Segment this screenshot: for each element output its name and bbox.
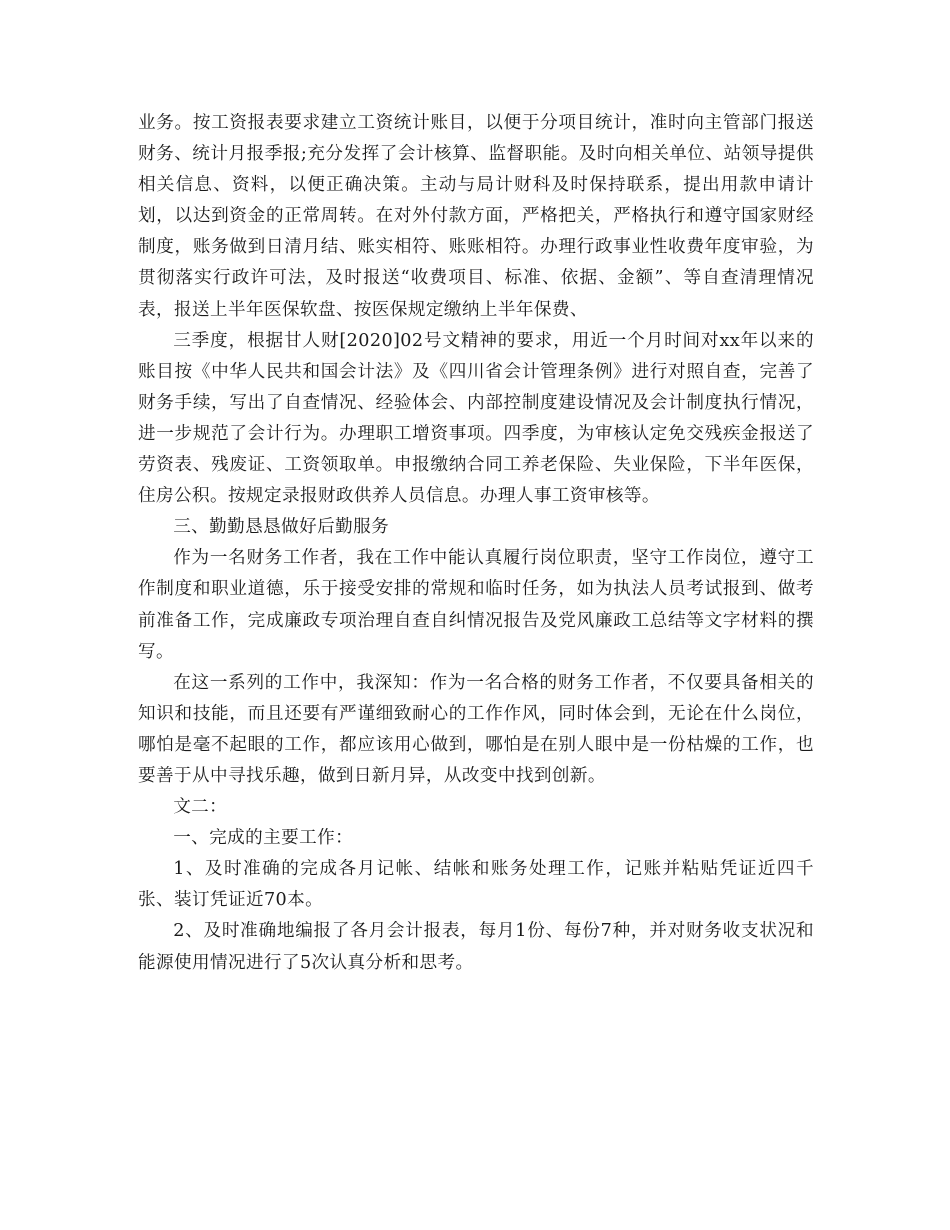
paragraph-duties: 作为一名财务工作者，我在工作中能认真履行岗位职责，坚守工作岗位，遵守工作制度和职业道德，乐于接受安排的常规和临时任务，如为执法人员考试报到、做考前准备工作，完成廉政专项治理自查自纠情况报告及党风廉政工总结等文字材料的撰写。 (138, 548, 814, 662)
list-item-bookkeeping: 1、及时准确的完成各月记帐、结帐和账务处理工作，记账并粘贴凭证近四千张、装订凭证近70本。 (138, 859, 814, 911)
section-heading-logistics: 三、勤勤恳恳做好后勤服务 (173, 517, 390, 538)
paragraph-third-quarter: 三季度，根据甘人财[2020]02号文精神的要求，用近一个月时间对xx年以来的账目按《中华人民共和国会计法》及《四川省会计管理条例》进行对照自查，完善了财务手续，写出了自查情况、经验体会、内部控制度建设情况及会计制度执行情况，进一步规范了会计行为。办理职工增资事项。四季度，为审核认定免交残疾金报送了劳资表、残废证、工资领取单。申报缴纳合同工养老保险、失业保险，下半年医保，住房公积。按规定录报财政供养人员信息。办理人事工资审核等。 (138, 330, 814, 507)
paragraph-reflection: 在这一系列的工作中，我深知：作为一名合格的财务工作者，不仅要具备相关的知识和技能，而且还要有严谨细致耐心的工作作风，同时体会到，无论在什么岗位，哪怕是毫不起眼的工作，都应该用心做到，哪怕是在别人眼中是一份枯燥的工作，也要善于从中寻找乐趣，做到日新月异，从改变中找到创新。 (138, 672, 814, 786)
section-heading-main-work: 一、完成的主要工作： (173, 828, 354, 849)
list-item-reports: 2、及时准确地编报了各月会计报表，每月1份、每份7种，并对财务收支状况和能源使用情况进行了5次认真分析和思考。 (138, 921, 814, 973)
section-label-text-two: 文二： (173, 797, 228, 818)
paragraph-continuation: 业务。按工资报表要求建立工资统计账目，以便于分项目统计，准时向主管部门报送财务、统计月报季报;充分发挥了会计核算、监督职能。及时向相关单位、站领导提供相关信息、资料，以便正确决策。主动与局计财科及时保持联系，提出用款申请计划，以达到资金的正常周转。在对外付款方面，严格把关，严格执行和遵守国家财经制度，账务做到日清月结、账实相符、账账相符。办理行政事业性收费年度审验，为贯彻落实行政许可法，及时报送“收费项目、标准、依据、金额”、等自查清理情况表，报送上半年医保软盘、按医保规定缴纳上半年保费、 (138, 113, 814, 320)
document-body (138, 108, 814, 979)
